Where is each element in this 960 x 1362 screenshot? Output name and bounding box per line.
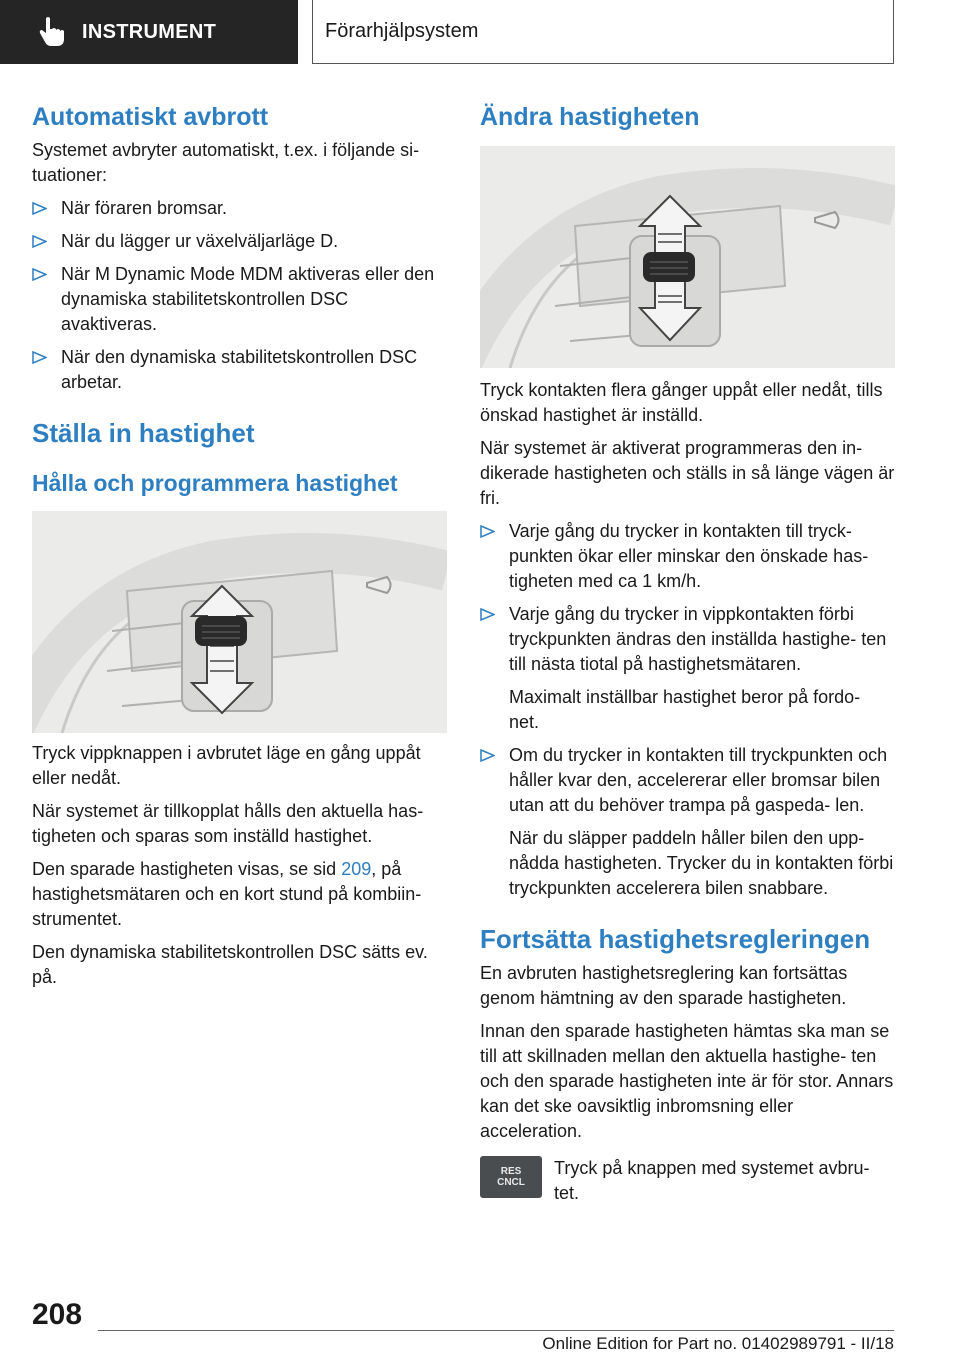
res-cncl-row <box>480 1156 895 1206</box>
triangle-bullet-icon <box>480 524 495 539</box>
paragraph: Tryck kontakten flera gånger uppåt eller nedåt, tills önskad hastighet är inställd. <box>480 380 883 425</box>
triangle-bullet-icon <box>32 234 47 249</box>
list-item: När du lägger ur växelväljarläge D. <box>32 229 447 254</box>
list-item: Varje gång du trycker in kontakten till tryck- punkten ökar eller minskar den önskade has- tigheten med ca 1 km/h. <box>480 519 895 594</box>
footer-divider <box>98 1330 894 1331</box>
triangle-bullet-icon <box>32 267 47 282</box>
list-item: När M Dynamic Mode MDM aktiveras eller den dynamiska stabilitetskontrollen DSC avaktiveras. <box>32 262 447 337</box>
heading-set-speed: Ställa in hastighet <box>32 418 255 448</box>
list-item: När föraren bromsar. <box>32 196 447 221</box>
page-reference-link[interactable]: 209 <box>341 859 372 879</box>
heading-automatic-stop: Automatiskt avbrott <box>32 103 269 131</box>
paragraph: Tryck vippknappen i avbrutet läge en gång uppåt eller nedåt. <box>32 743 421 788</box>
steering-wheel-illustration <box>32 511 447 733</box>
bullet-list <box>480 519 895 901</box>
left-column <box>32 100 447 990</box>
list-item: Varje gång du trycker in vippkontakten förbi tryckpunkten ändras den inställda hastighe- ten till nästa tiotal på hastighetsmätaren. <box>480 602 895 677</box>
triangle-bullet-icon <box>32 201 47 216</box>
pointing-hand-icon <box>32 14 68 50</box>
paragraph: Innan den sparade hastigheten hämtas ska man se till att skillnaden mellan den aktuella hastighe- ten och den sparade hastigheten inte är för stor. Annars kan det ske oavsiktlig inbromsning eller acceleration. <box>480 1021 894 1141</box>
steering-wheel-illustration <box>480 146 895 368</box>
page-header <box>0 0 960 66</box>
steering-wheel-photo <box>32 511 447 733</box>
edition-text: Online Edition for Part no. 01402989791 - II/18 <box>542 1334 894 1353</box>
paragraph: Systemet avbryter automatiskt, t.ex. i följande si- tuationer: <box>32 140 420 185</box>
heading-resume: Fortsätta hastighetsregleringen <box>480 924 871 954</box>
page-number: 208 <box>32 1298 83 1331</box>
paragraph: Tryck på knappen med systemet avbru- tet. <box>554 1158 870 1203</box>
paragraph: Den sparade hastigheten visas, se sid 209, på hastighetsmätaren och en kort stund på kombiin- strumentet. <box>32 859 422 929</box>
paragraph: En avbruten hastighetsreglering kan fortsättas genom hämtning av den sparade hastigheten. <box>480 963 848 1008</box>
right-column <box>480 100 895 1206</box>
bullet-list <box>32 196 447 395</box>
heading-hold-speed: Hålla och programmera hastighet <box>32 470 398 496</box>
list-item: När den dynamiska stabilitetskontrollen DSC arbetar. <box>32 345 447 395</box>
triangle-bullet-icon <box>32 350 47 365</box>
paragraph: När systemet är tillkopplat hålls den aktuella has- tigheten och sparas som inställd hastighet. <box>32 801 424 846</box>
chapter-label: Förarhjälpsystem <box>325 20 479 42</box>
triangle-bullet-icon <box>480 748 495 763</box>
paragraph: Den dynamiska stabilitetskontrollen DSC sätts ev. på. <box>32 942 428 987</box>
triangle-bullet-icon <box>480 607 495 622</box>
section-tab <box>0 0 298 64</box>
list-item: Om du trycker in kontakten till tryckpunkten och håller kvar den, accelererar eller bromsar bilen utan att du behöver trampa på gaspeda- len. <box>480 743 895 818</box>
heading-change-speed: Ändra hastigheten <box>480 103 700 131</box>
section-label: INSTRUMENT <box>82 20 217 43</box>
list-item-note: Maximalt inställbar hastighet beror på fordo- net. <box>509 687 861 732</box>
res-cncl-button-icon: RES CNCL <box>480 1156 542 1198</box>
steering-wheel-photo <box>480 146 895 368</box>
list-item-note: När du släpper paddeln håller bilen den upp- nådda hastigheten. Trycker du in kontakten förbi tryckpunkten accelerera bilen snabbare. <box>509 828 894 898</box>
chapter-tab <box>312 0 894 64</box>
paragraph: När systemet är aktiverat programmeras den in- dikerade hastigheten och ställs in så länge vägen är fri. <box>480 438 895 508</box>
